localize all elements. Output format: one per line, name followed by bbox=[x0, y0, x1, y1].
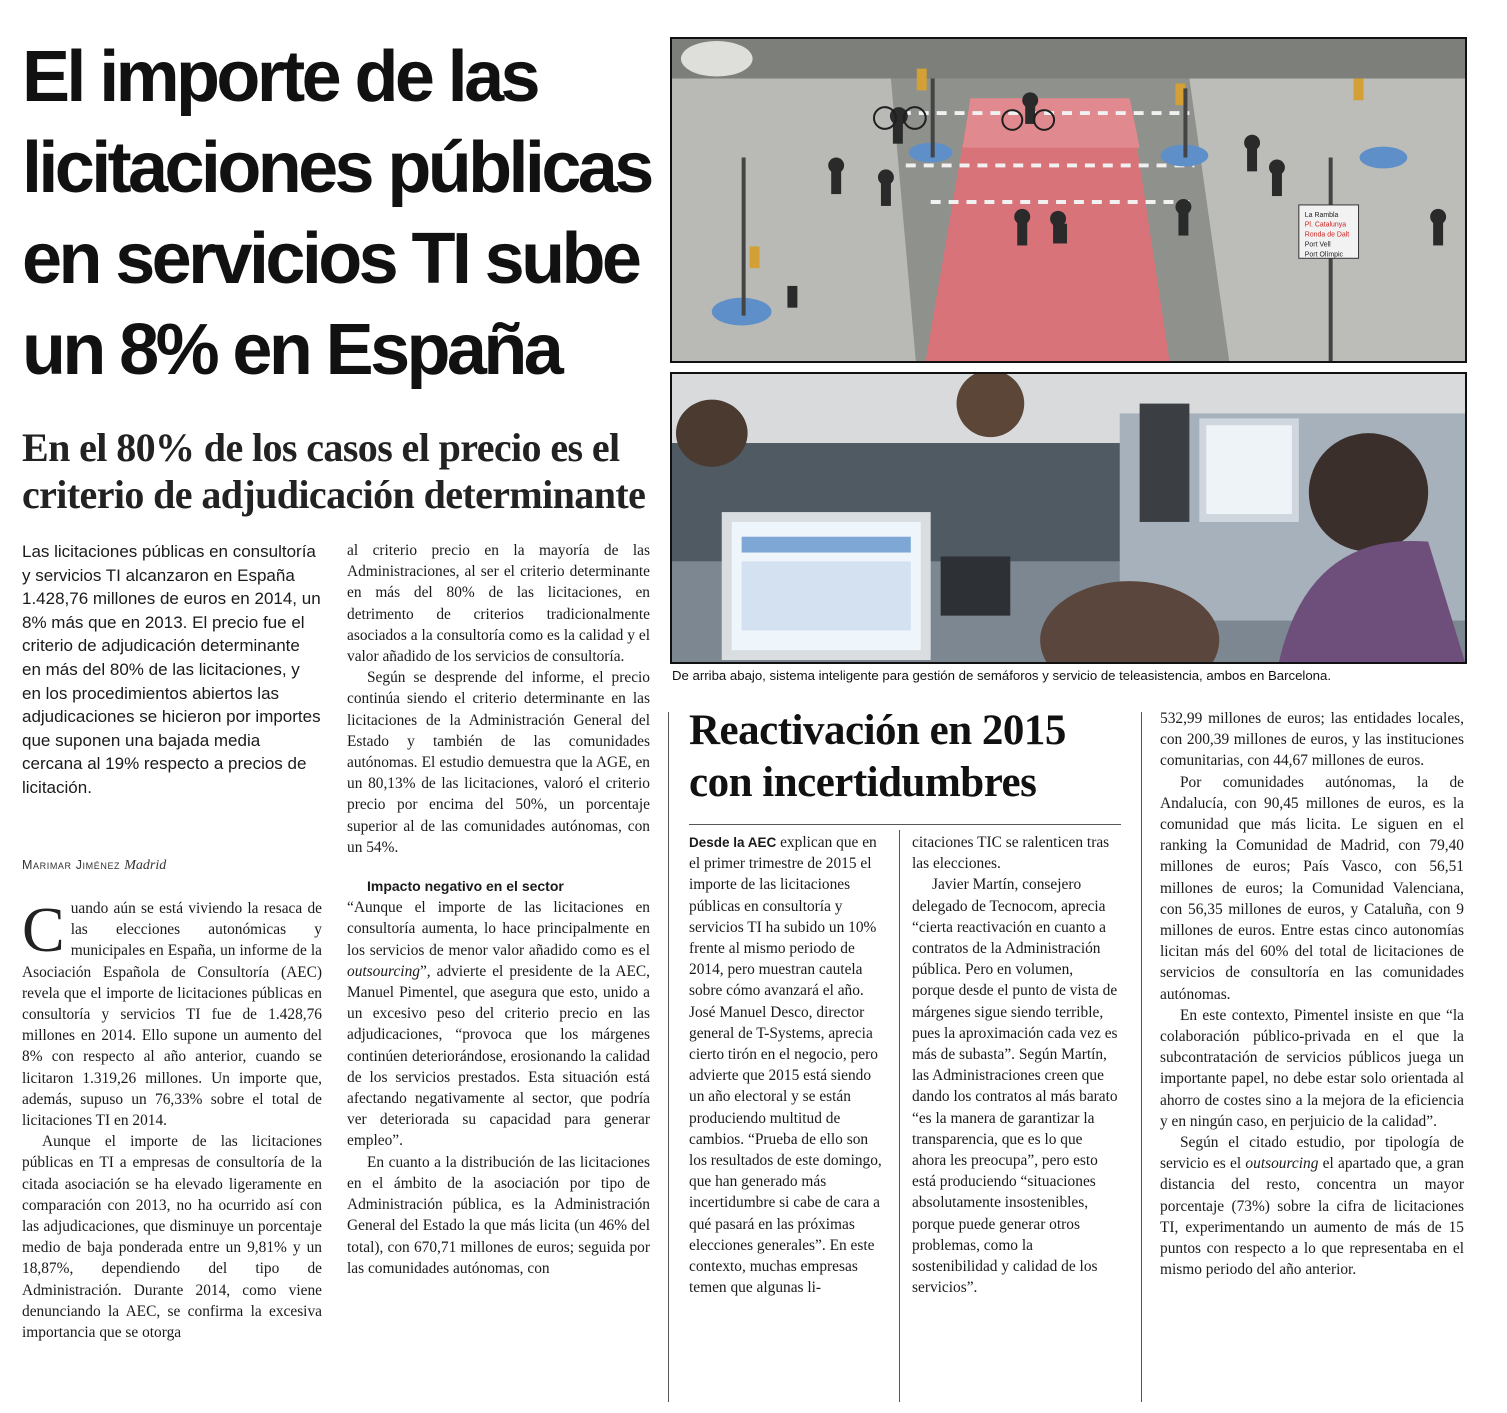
call-center-illustration bbox=[672, 374, 1465, 662]
column-rule bbox=[899, 830, 900, 1402]
body-paragraph bbox=[1160, 1132, 1464, 1280]
subheadline: En el 80% de los casos el precio es el criterio de adjudicación determinante bbox=[22, 425, 646, 517]
body-italic: outsourcing bbox=[1245, 1155, 1319, 1173]
photo-caption: De arriba abajo, sistema inteligente para gestión de semáforos y servicio de teleasistencia, ambos en Barcelona. bbox=[672, 668, 1332, 683]
body-italic: outsourcing bbox=[347, 962, 420, 980]
sidebar-rule bbox=[689, 824, 1121, 825]
body-column-5 bbox=[1160, 708, 1464, 1280]
lead-paragraph: Las licitaciones públicas en consultoría y servicios TI alcanzaron en España 1.428,76 millones de euros en 2014, un 8% más que en 2013. El precio fue el criterio de adjudicación determinante en más del 80% de las licitaciones, y en los procedimientos abiertos las adjudicaciones se hicieron por importes que suponen una bajada media cercana al 19% respecto a precios de licitación. bbox=[22, 542, 321, 797]
body-paragraph: citaciones TIC se ralenticen tras las elecciones. bbox=[912, 834, 1110, 873]
body-paragraph bbox=[347, 897, 650, 1151]
sign-line: Ronda de Dalt bbox=[1304, 231, 1350, 239]
sign-line: La Rambla bbox=[1304, 211, 1339, 219]
body-paragraph: En este contexto, Pimentel insiste en que “la colaboración público-privada en el que la subcontratación de servicios públicos juega un importante papel, no debe estar solo orientada al ahorro de costes sino a la mejora de la eficiencia y en ningún caso, en perjuicio de la calidad”. bbox=[1160, 1006, 1464, 1130]
body-paragraph: 532,99 millones de euros; las entidades locales, con 200,39 millones de euros, y las instituciones comunitarias, con 44,67 millones de euros. bbox=[1160, 710, 1464, 770]
intersection-illustration bbox=[672, 39, 1465, 361]
body-paragraph: Según se desprende del informe, el precio continúa siendo el criterio determinante en las licitaciones de la Administración General del Estado y también de las comunidades autónomas. El estudio demuestra que la AGE, en un 80,13% de las licitaciones, valoró el criterio precio por encima del 50%, un porcentaje superior al de las comunidades autónomas, con un 54%. bbox=[347, 669, 650, 856]
sign-line: Port Olímpic bbox=[1304, 251, 1344, 259]
sidebar-column-2 bbox=[912, 832, 1118, 1298]
body-column-1 bbox=[22, 894, 322, 1343]
section-subtitle: Impacto negativo en el sector bbox=[367, 878, 564, 895]
lead-in: Desde la AEC bbox=[689, 835, 777, 850]
body-text: Según el citado estudio, por tipología de servicio es el bbox=[1160, 1134, 1464, 1173]
byline-author: Marimar Jiménez bbox=[22, 858, 121, 872]
sidebar-title: Reactivación en 2015 con incertidumbres bbox=[689, 707, 1066, 806]
street-sign bbox=[1299, 205, 1359, 258]
body-paragraph: al criterio precio en la mayoría de las Administraciones, al ser el criterio determinante en más del 80% de las licitaciones, en detrimento de criterios tradicionalmente asociados a la consultoría como es la calidad y el valor añadido de los servicios de consultoría. bbox=[347, 542, 650, 666]
column-rule bbox=[1141, 712, 1142, 1402]
body-paragraph: En cuanto a la distribución de las licitaciones en el ámbito de la asociación por tipo de Administración pública, es la Administración General del Estado la que más licita (un 46% del total), con 670,71 millones de euros; seguida por las comunidades autónomas, con bbox=[347, 1153, 650, 1277]
sign-line: Port Vell bbox=[1304, 241, 1331, 249]
photo-call-center bbox=[670, 372, 1467, 664]
body-text: explican que en el primer trimestre de 2015 el importe de las licitaciones públicas en consultoría y servicios TI ha subido un 10% frente al mismo periodo de 2014, pero muestran cautela sobre cómo avanzará el año. José Manuel Desco, director general de T-Systems, aprecia cierto tirón en el negocio, pero advierte que 2015 está siendo un año electoral y se están produciendo multitud de cambios. “Prueba de ello son los resultados de este domingo, que han generado más incertidumbre si cabe de cara a qué pasará en las próximas elecciones generales”. En este contexto, muchas empresas temen que algunas li- bbox=[689, 834, 882, 1297]
sign-line: Pl. Catalunya bbox=[1304, 221, 1347, 229]
body-paragraph bbox=[22, 894, 322, 1131]
body-paragraph bbox=[689, 832, 887, 1298]
body-text: ”, advierte el presidente de la AEC, Manuel Pimentel, que asegura que esto, unido a un excesivo peso del criterio precio en las adjudicaciones, “provoca que los márgenes continúen deteriorándose, erosionando la calidad de los servicios prestados. Esta situación está afectando negativamente al sector, que podría ver deteriorada su capacidad para generar empleo”. bbox=[347, 962, 650, 1150]
photo-traffic-intersection bbox=[670, 37, 1467, 363]
body-text: uando aún se está viviendo la resaca de las elecciones autonómicas y municipales en España, un informe de la Asociación Española de Consultoría (AEC) revela que el importe de licitaciones públicas en consultoría y servicios TI fue de 1.428,76 millones en 2014. Ello supone un aumento del 8% con respecto al año anterior, cuando se licitaron 1.319,26 millones. Un importe que, además, supuso un 76,33% sobre el total de licitaciones TI en 2014. bbox=[22, 900, 322, 1130]
body-text: “Aunque el importe de las licitaciones en consultoría aumenta, lo hace principalmente en los servicios de menor valor añadido como es el bbox=[347, 899, 650, 959]
body-paragraph: Aunque el importe de las licitaciones públicas en TI a empresas de consultoría de la citada asociación se ha elevado ligeramente en comparación con 2013, no ha ocurrido así con las adjudicaciones, que disminuye un porcentaje medio de baja ponderada entre un 9,81% y un 18,87%, dependiendo del tipo de Administración. Durante 2014, como viene denunciando la AEC, se confirma la excesiva importancia que se otorga bbox=[22, 1133, 322, 1342]
body-paragraph: Javier Martín, consejero delegado de Tecnocom, aprecia “cierta reactivación en cuanto a contratos de la Administración pública. Pero en volumen, porque desde el punto de vista de márgenes sigue siendo terrible, pues la aproximación cada vez es más de subasta”. Según Martín, las Administraciones creen que dando los contratos al más barato “es la manera de garantizar la transparencia, que es lo que ahora les preocupa”, pero esto está produciendo “situaciones absolutamente insostenibles, porque puede generar otros problemas, como la sostenibilidad y calidad de los servicios”. bbox=[912, 876, 1118, 1297]
body-text: el apartado que, a gran distancia del resto, concentra un mayor porcentaje (73%) sobre la cifra de licitaciones TI, experimentando un aumento de más de 15 puntos con respecto a lo que representaba en el mismo periodo del año anterior. bbox=[1160, 1155, 1464, 1279]
sidebar-column-1 bbox=[689, 832, 887, 1298]
byline-place: Madrid bbox=[124, 858, 167, 873]
headline: El importe de las licitaciones públicas en servicios TI sube un 8% en España bbox=[22, 37, 651, 390]
drop-cap: C bbox=[22, 894, 65, 965]
column-rule bbox=[668, 712, 669, 1402]
body-column-2 bbox=[347, 540, 650, 1279]
byline bbox=[22, 858, 322, 874]
body-paragraph: Por comunidades autónomas, la de Andalucía, con 90,45 millones de euros, es la comunidad que más licita. Le siguen en el ranking la Comunidad de Madrid, con 79,40 millones de euros; País Vasco, con 56,51 millones de euros; la Comunidad Valenciana, con 56,35 millones de euros, y Cataluña, con 9 millones de euros. Entre estas cinco autonomías licitan más del 60% del total de licitaciones de servicios de consultoría en las comunidades autónomas. bbox=[1160, 773, 1464, 1003]
